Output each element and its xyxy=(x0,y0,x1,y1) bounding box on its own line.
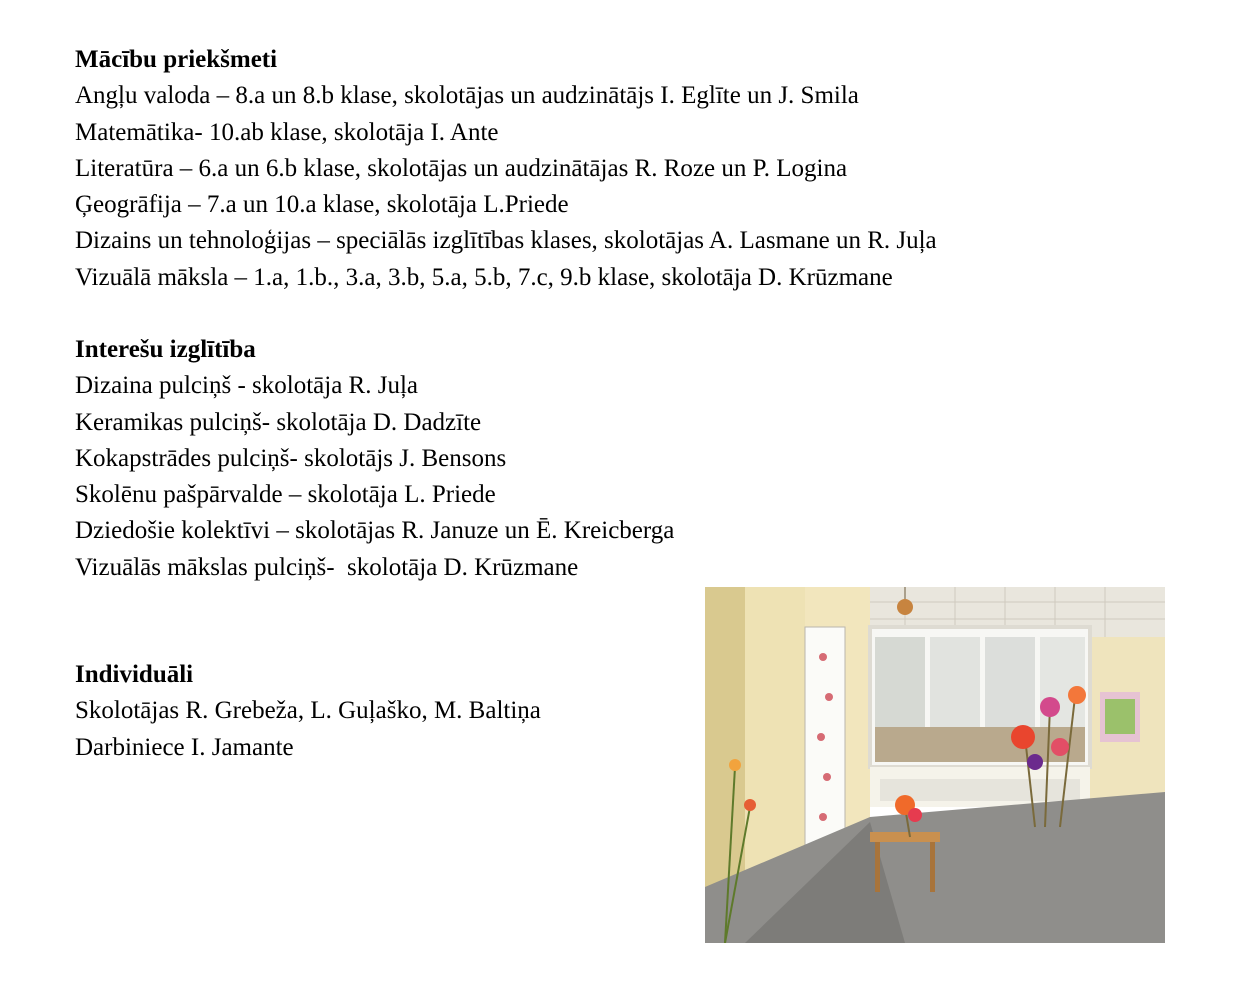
text-line: Kokapstrādes pulciņš- skolotājs J. Bensons xyxy=(75,444,507,472)
text-line: Ģeogrāfija – 7.a un 10.a klase, skolotāja L.Priede xyxy=(75,191,569,219)
text-line: Keramikas pulciņš- skolotāja D. Dadzīte xyxy=(75,408,482,436)
section-heading: Mācību priekšmeti xyxy=(75,46,278,73)
text-line: Dizaina pulciņš - skolotāja R. Juļa xyxy=(75,372,418,400)
text-line: Dizains un tehnoloģijas – speciālās izglītības klases, skolotājas A. Lasmane un R. Juļa xyxy=(75,227,937,255)
text-line: Vizuālās mākslas pulciņš- skolotāja D. Krūzmane xyxy=(75,553,579,581)
text-line: Vizuālā māksla – 1.a, 1.b., 3.a, 3.b, 5.a, 5.b, 7.c, 9.b klase, skolotāja D. Krūzmane xyxy=(75,263,893,291)
section-heading: Interešu izglītība xyxy=(75,336,256,363)
section-heading: Individuāli xyxy=(75,661,194,688)
text-line: Literatūra – 6.a un 6.b klase, skolotājas un audzinātājas R. Roze un P. Logina xyxy=(75,154,848,182)
text-line: Matemātika- 10.ab klase, skolotāja I. Ante xyxy=(75,118,499,146)
text-line: Darbiniece I. Jamante xyxy=(75,733,294,761)
text-line: Dziedošie kolektīvi – skolotājas R. Januze un Ē. Kreicberga xyxy=(75,517,675,545)
text-line: Skolotājas R. Grebeža, L. Guļaško, M. Baltiņa xyxy=(75,697,541,725)
exhibition-photo xyxy=(705,587,1165,943)
section-extracurricular xyxy=(75,332,674,586)
text-line: Angļu valoda – 8.a un 8.b klase, skolotājas un audzinātājs I. Eglīte un J. Smila xyxy=(75,82,859,110)
exhibition-hall-illustration xyxy=(705,587,1165,943)
section-subjects xyxy=(75,42,937,296)
text-line: Skolēnu pašpārvalde – skolotāja L. Priede xyxy=(75,481,496,509)
section-individual xyxy=(75,657,541,766)
